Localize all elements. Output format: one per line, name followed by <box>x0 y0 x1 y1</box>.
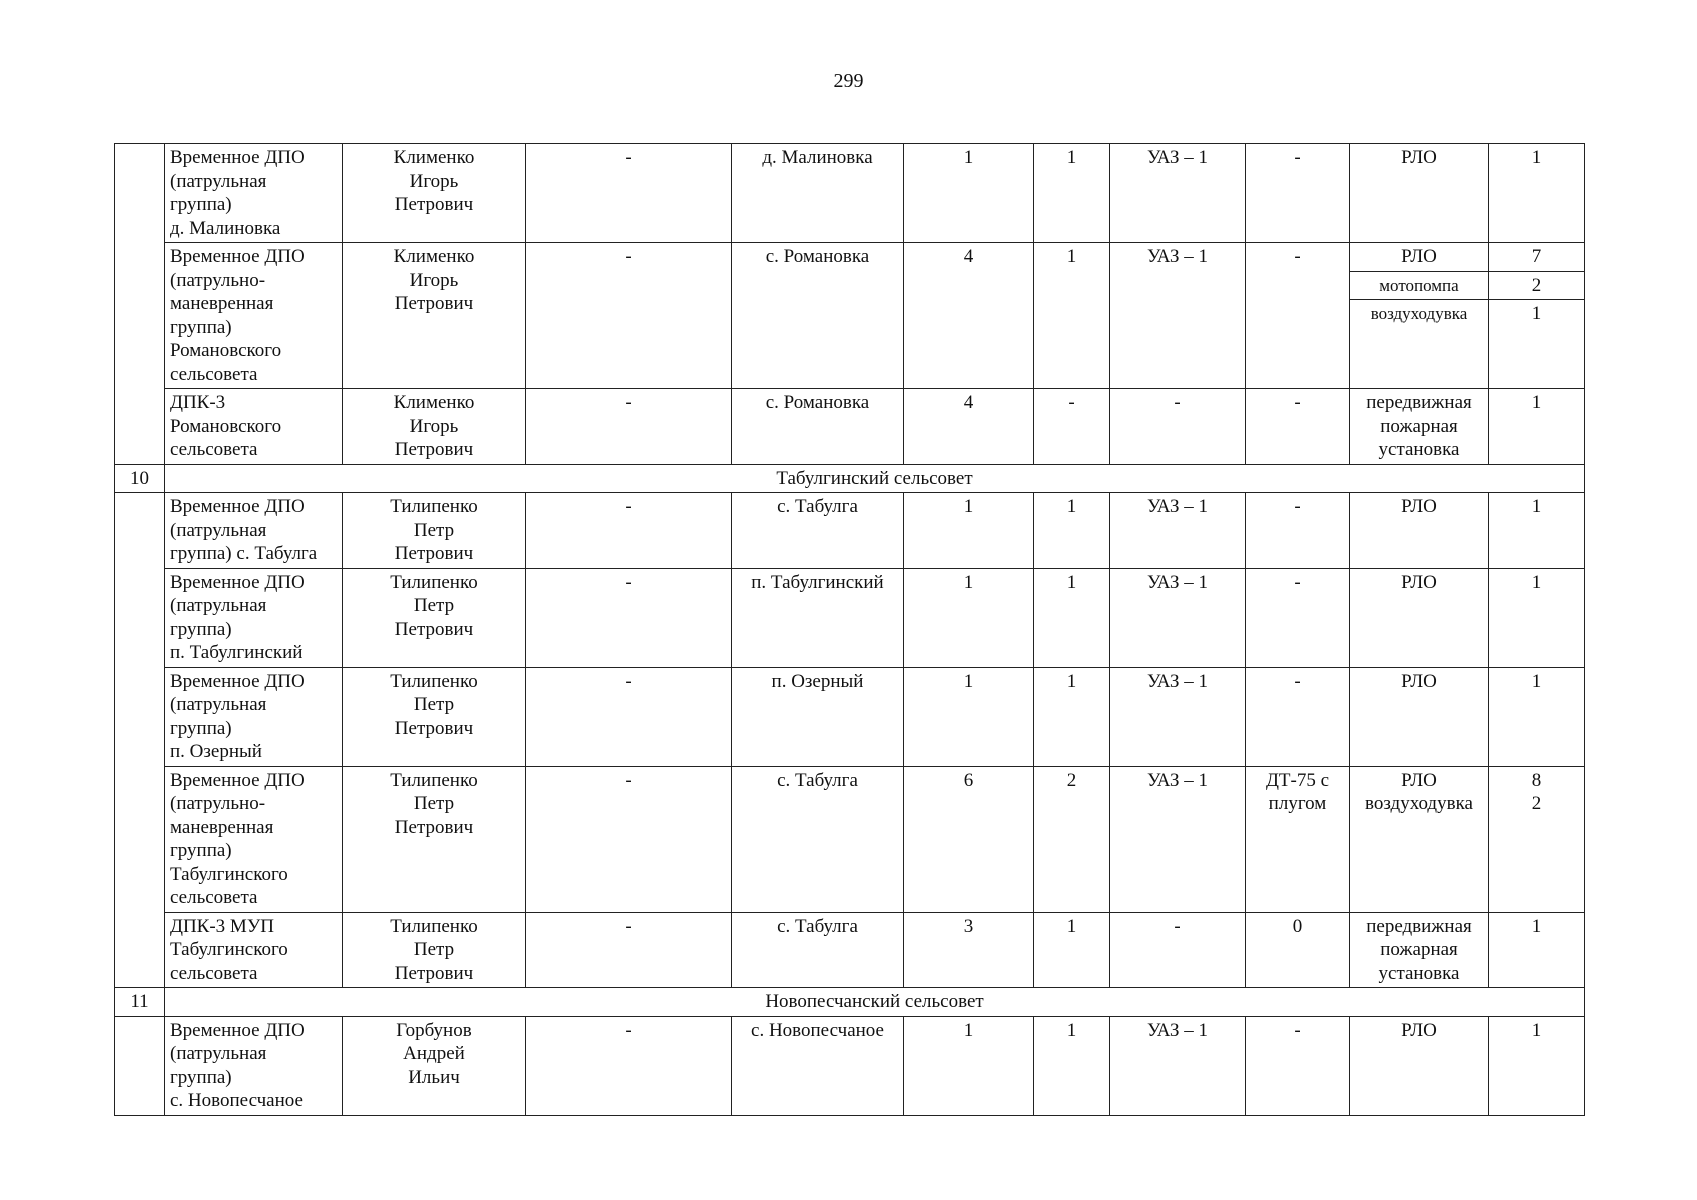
page-number: 299 <box>833 70 864 92</box>
section-title: Новопесчанский сельсовет <box>165 988 1585 1017</box>
equipment: РЛО <box>1350 1016 1489 1115</box>
cell-dash: - <box>526 912 732 988</box>
equipment: РЛО <box>1350 493 1489 569</box>
location: с. Романовка <box>732 389 904 465</box>
vehicle-count: - <box>1034 389 1110 465</box>
personnel-count: 1 <box>904 568 1034 667</box>
location: п. Озерный <box>732 667 904 766</box>
special-equipment: - <box>1246 667 1350 766</box>
unit-name: Временное ДПО (патрульная группа) с. Новопесчаное <box>165 1016 343 1115</box>
cell-dash: - <box>526 243 732 389</box>
special-equipment: ДТ-75 с плугом <box>1246 766 1350 912</box>
vehicle: УАЗ – 1 <box>1110 667 1246 766</box>
section-title: Табулгинский сельсовет <box>165 464 1585 493</box>
unit-head: Тилипенко Петр Петрович <box>343 766 526 912</box>
vehicle: УАЗ – 1 <box>1110 766 1246 912</box>
equipment: РЛО <box>1350 568 1489 667</box>
special-equipment: - <box>1246 243 1350 389</box>
unit-name: Временное ДПО (патрульно- маневренная группа) Табулгинского сельсовета <box>165 766 343 912</box>
section-number: 10 <box>115 464 165 493</box>
unit-head: Клименко Игорь Петрович <box>343 389 526 465</box>
quantity: 1 <box>1489 667 1585 766</box>
location: п. Табулгинский <box>732 568 904 667</box>
unit-name: Временное ДПО (патрульная группа) с. Табулга <box>165 493 343 569</box>
personnel-count: 6 <box>904 766 1034 912</box>
quantity-item: 2 <box>1489 271 1584 300</box>
equipment: РЛО <box>1350 144 1489 243</box>
quantity: 1 <box>1489 1016 1585 1115</box>
vehicle: УАЗ – 1 <box>1110 1016 1246 1115</box>
location: с. Табулга <box>732 493 904 569</box>
section-row <box>115 988 1585 1017</box>
unit-name: Временное ДПО (патрульная группа) п. Табулгинский <box>165 568 343 667</box>
table-row <box>115 667 1585 766</box>
quantity-item: 1 <box>1489 300 1584 385</box>
equipment: передвижная пожарная установка <box>1350 389 1489 465</box>
quantity-item: 7 <box>1531 246 1542 267</box>
table-row <box>115 1016 1585 1115</box>
vehicle: УАЗ – 1 <box>1110 568 1246 667</box>
unit-head: Клименко Игорь Петрович <box>343 243 526 389</box>
personnel-count: 1 <box>904 667 1034 766</box>
section-row <box>115 464 1585 493</box>
location: с. Табулга <box>732 766 904 912</box>
unit-name: ДПК-3 МУП Табулгинского сельсовета <box>165 912 343 988</box>
location: с. Табулга <box>732 912 904 988</box>
vehicle-count: 1 <box>1034 493 1110 569</box>
special-equipment: - <box>1246 1016 1350 1115</box>
personnel-count: 4 <box>904 389 1034 465</box>
vehicle-count: 1 <box>1034 667 1110 766</box>
equipment: передвижная пожарная установка <box>1350 912 1489 988</box>
unit-name: Временное ДПО (патрульная группа) д. Малиновка <box>165 144 343 243</box>
table-row <box>115 243 1585 389</box>
unit-head: Горбунов Андрей Ильич <box>343 1016 526 1115</box>
table-row <box>115 144 1585 243</box>
location: с. Новопесчаное <box>732 1016 904 1115</box>
special-equipment: - <box>1246 144 1350 243</box>
vehicle-count: 1 <box>1034 568 1110 667</box>
table-row <box>115 493 1585 569</box>
unit-name: ДПК-3 Романовского сельсовета <box>165 389 343 465</box>
location: с. Романовка <box>732 243 904 389</box>
cell-dash: - <box>526 568 732 667</box>
quantity-list <box>1489 243 1585 389</box>
equipment: РЛО воздуходувка <box>1350 766 1489 912</box>
unit-name: Временное ДПО (патрульная группа) п. Озерный <box>165 667 343 766</box>
quantity: 1 <box>1489 493 1585 569</box>
quantity: 8 2 <box>1489 766 1585 912</box>
personnel-count: 1 <box>904 1016 1034 1115</box>
table-row <box>115 912 1585 988</box>
unit-name: Временное ДПО (патрульно- маневренная группа) Романовского сельсовета <box>165 243 343 389</box>
section-number: 11 <box>115 988 165 1017</box>
row-number-cell <box>115 493 165 988</box>
vehicle-count: 1 <box>1034 243 1110 389</box>
vehicle-count: 1 <box>1034 1016 1110 1115</box>
row-number-cell <box>115 144 165 465</box>
personnel-count: 1 <box>904 144 1034 243</box>
vehicle: УАЗ – 1 <box>1110 243 1246 389</box>
vehicle-count: 2 <box>1034 766 1110 912</box>
equipment-item: РЛО <box>1401 246 1437 267</box>
table-row <box>115 766 1585 912</box>
special-equipment: - <box>1246 568 1350 667</box>
vehicle-count: 1 <box>1034 144 1110 243</box>
unit-head: Тилипенко Петр Петрович <box>343 667 526 766</box>
cell-dash: - <box>526 766 732 912</box>
equipment: РЛО <box>1350 667 1489 766</box>
quantity: 1 <box>1489 144 1585 243</box>
special-equipment: 0 <box>1246 912 1350 988</box>
equipment-list <box>1350 243 1489 389</box>
quantity: 1 <box>1489 912 1585 988</box>
cell-dash: - <box>526 493 732 569</box>
equipment-item: мотопомпа <box>1350 271 1488 300</box>
vehicle-count: 1 <box>1034 912 1110 988</box>
personnel-count: 1 <box>904 493 1034 569</box>
unit-head: Тилипенко Петр Петрович <box>343 912 526 988</box>
personnel-count: 3 <box>904 912 1034 988</box>
unit-head: Тилипенко Петр Петрович <box>343 493 526 569</box>
row-number-cell <box>115 1016 165 1115</box>
table-row <box>115 389 1585 465</box>
cell-dash: - <box>526 389 732 465</box>
cell-dash: - <box>526 1016 732 1115</box>
location: д. Малиновка <box>732 144 904 243</box>
vehicle: УАЗ – 1 <box>1110 493 1246 569</box>
cell-dash: - <box>526 667 732 766</box>
quantity: 1 <box>1489 568 1585 667</box>
vehicle: УАЗ – 1 <box>1110 144 1246 243</box>
quantity: 1 <box>1489 389 1585 465</box>
special-equipment: - <box>1246 389 1350 465</box>
cell-dash: - <box>526 144 732 243</box>
equipment-item: воздуходувка <box>1350 300 1488 385</box>
unit-head: Клименко Игорь Петрович <box>343 144 526 243</box>
unit-head: Тилипенко Петр Петрович <box>343 568 526 667</box>
fire-units-table <box>114 143 1585 1116</box>
table-row <box>115 568 1585 667</box>
special-equipment: - <box>1246 493 1350 569</box>
personnel-count: 4 <box>904 243 1034 389</box>
vehicle: - <box>1110 389 1246 465</box>
vehicle: - <box>1110 912 1246 988</box>
